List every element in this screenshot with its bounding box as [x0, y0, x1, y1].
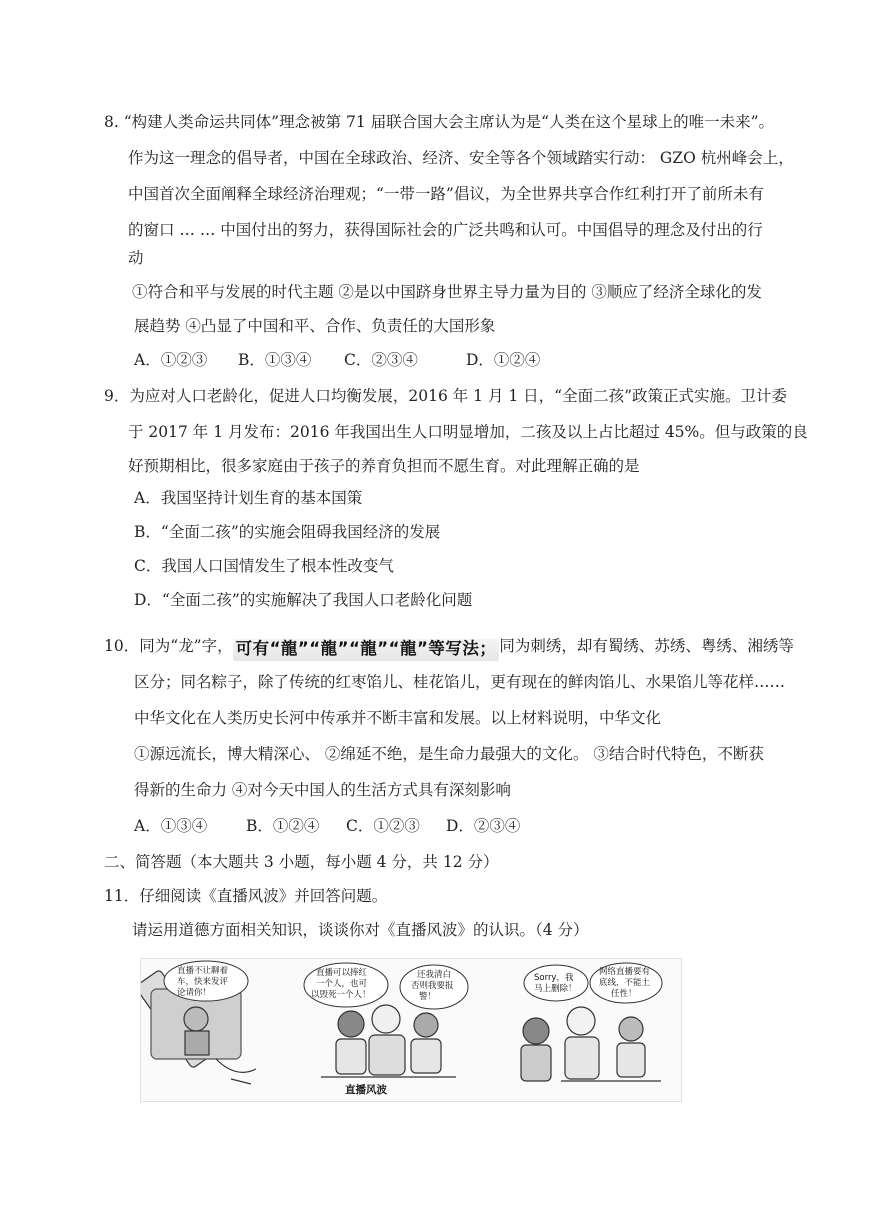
q8-line-5: 动: [128, 249, 144, 267]
q8-option-d: D．①②④: [466, 351, 541, 369]
q10-line-2: 区分；同名粽子，除了传统的红枣馅儿、桂花馅儿，更有现在的鲜肉馅儿、水果馅儿等花样……: [134, 673, 786, 691]
bubble-2-line-2: 一个人，也可: [316, 979, 368, 989]
q11-line-1: 11．仔细阅读《直播风波》并回答问题。: [104, 887, 388, 905]
bubble-4-line-2: 马上删除！: [534, 984, 577, 994]
q10-option-d: D．②③④: [446, 817, 521, 835]
q8-statement-1: ①符合和平与发展的时代主题 ②是以中国跻身世界主导力量为目的 ③顺应了经济全球化的发: [132, 283, 762, 301]
q8-line-2: 作为这一理念的倡导者，中国在全球政治、经济、安全等各个领域踏实行动： GZO 杭州峰会上，: [128, 149, 794, 167]
cartoon-caption: 直播风波: [345, 1084, 387, 1096]
q8-options: [134, 350, 540, 370]
bubble-3-line-3: 警！: [419, 992, 437, 1002]
cartoon-illustration: [141, 959, 681, 1101]
q11-line-2: 请运用道德方面相关知识，谈谈你对《直播风波》的认识。（4 分）: [132, 921, 589, 939]
q8-option-c: C．②③④: [344, 351, 418, 369]
bubble-4-line-1: Sorry，我: [534, 973, 574, 983]
speech-bubble-4: [524, 965, 588, 1001]
bubble-5-line-3: 任性！: [611, 989, 637, 999]
q10-statement-1: ①源远流长，博大精深心、 ②绵延不绝，是生命力最强大的文化。 ③结合时代特色，不断获: [134, 745, 764, 763]
q9-line-1: 9．为应对人口老龄化，促进人口均衡发展，2016 年 1 月 1 日，“全面二孩”政策正式实施。卫计委: [104, 387, 788, 405]
q10-options: [134, 816, 520, 836]
bubble-3-line-2: 否则我要报: [411, 981, 454, 991]
bubble-5-line-2: 底线，不能土: [599, 978, 651, 988]
q8-statement-2: 展趋势 ④凸显了中国和平、合作、负责任的大国形象: [134, 317, 496, 335]
speech-bubble-1: [164, 961, 248, 1001]
q10-line-3: 中华文化在人类历史长河中传承并不断丰富和发展。以上材料说明，中华文化: [134, 709, 662, 727]
speech-bubble-2: [304, 963, 388, 1007]
q9-option-b: B．“全面二孩”的实施会阻碍我国经济的发展: [134, 523, 441, 541]
q10-option-c: C．①②③: [346, 817, 420, 835]
dragon-characters-image: 可有“龍”“龍”“龍”“龍”等写法；: [233, 639, 500, 661]
q9-line-3: 好预期相比，很多家庭由于孩子的养育负担而不愿生育。对此理解正确的是: [128, 457, 640, 475]
q8-line-3: 中国首次全面阐释全球经济治理观；“一带一路”倡议，为全世界共享合作红利打开了前所未有: [128, 185, 764, 203]
q10-option-a: A．①③④: [134, 817, 208, 835]
q9-option-a: A．我国坚持计划生育的基本国策: [134, 489, 363, 507]
q10-option-b: B．①②④: [246, 817, 320, 835]
q10-statement-2: 得新的生命力 ④对今天中国人的生活方式具有深刻影响: [134, 781, 511, 799]
bubble-1-line-1: 直播不让聊着: [177, 966, 229, 976]
q8-line-1: 8. “构建人类命运共同体”理念被第 71 届联合国大会主席认为是“人类在这个星球上的唯一未来”。: [104, 113, 774, 131]
bubble-5-line-1: 网络直播要有: [599, 967, 651, 977]
bubble-2-line-1: 直播可以捧红: [316, 968, 368, 978]
q10-line-1: [104, 636, 794, 661]
speech-bubble-3: [400, 965, 468, 1009]
bubble-1-line-3: 论请你！: [177, 988, 212, 998]
q10-line-1-end: 同为刺绣，却有蜀绣、苏绣、粤绣、湘绣等: [499, 637, 794, 655]
section-2-heading: 二、简答题（本大题共 3 小题，每小题 4 分，共 12 分）: [104, 853, 499, 871]
bubble-3-line-1: 还我清白: [417, 970, 452, 980]
q9-option-c: C．我国人口国情发生了根本性改变气: [134, 557, 394, 575]
q9-option-d: D．“全面二孩”的实施解决了我国人口老龄化问题: [134, 591, 473, 609]
q8-option-a: A．①②③: [134, 351, 208, 369]
cartoon-live-stream-storm: [140, 958, 682, 1102]
bubble-2-line-3: 以毁死一个人！: [311, 990, 371, 1000]
bubble-1-line-2: 车，快来发评: [177, 977, 229, 987]
q9-line-2: 于 2017 年 1 月发布：2016 年我国出生人口明显增加，二孩及以上占比超过 45%。但与政策的良: [128, 423, 808, 441]
cartoon-panel-2: [321, 1005, 456, 1077]
q8-line-4: 的窗口 … … 中国付出的努力，获得国际社会的广泛共鸣和认可。中国倡导的理念及付出的行: [128, 221, 763, 239]
q8-option-b: B．①③④: [238, 351, 312, 369]
speech-bubble-5: [590, 963, 662, 1003]
cartoon-panel-3: [521, 1007, 661, 1081]
q10-line-1-start: 10．同为“龙”字，: [104, 637, 233, 655]
